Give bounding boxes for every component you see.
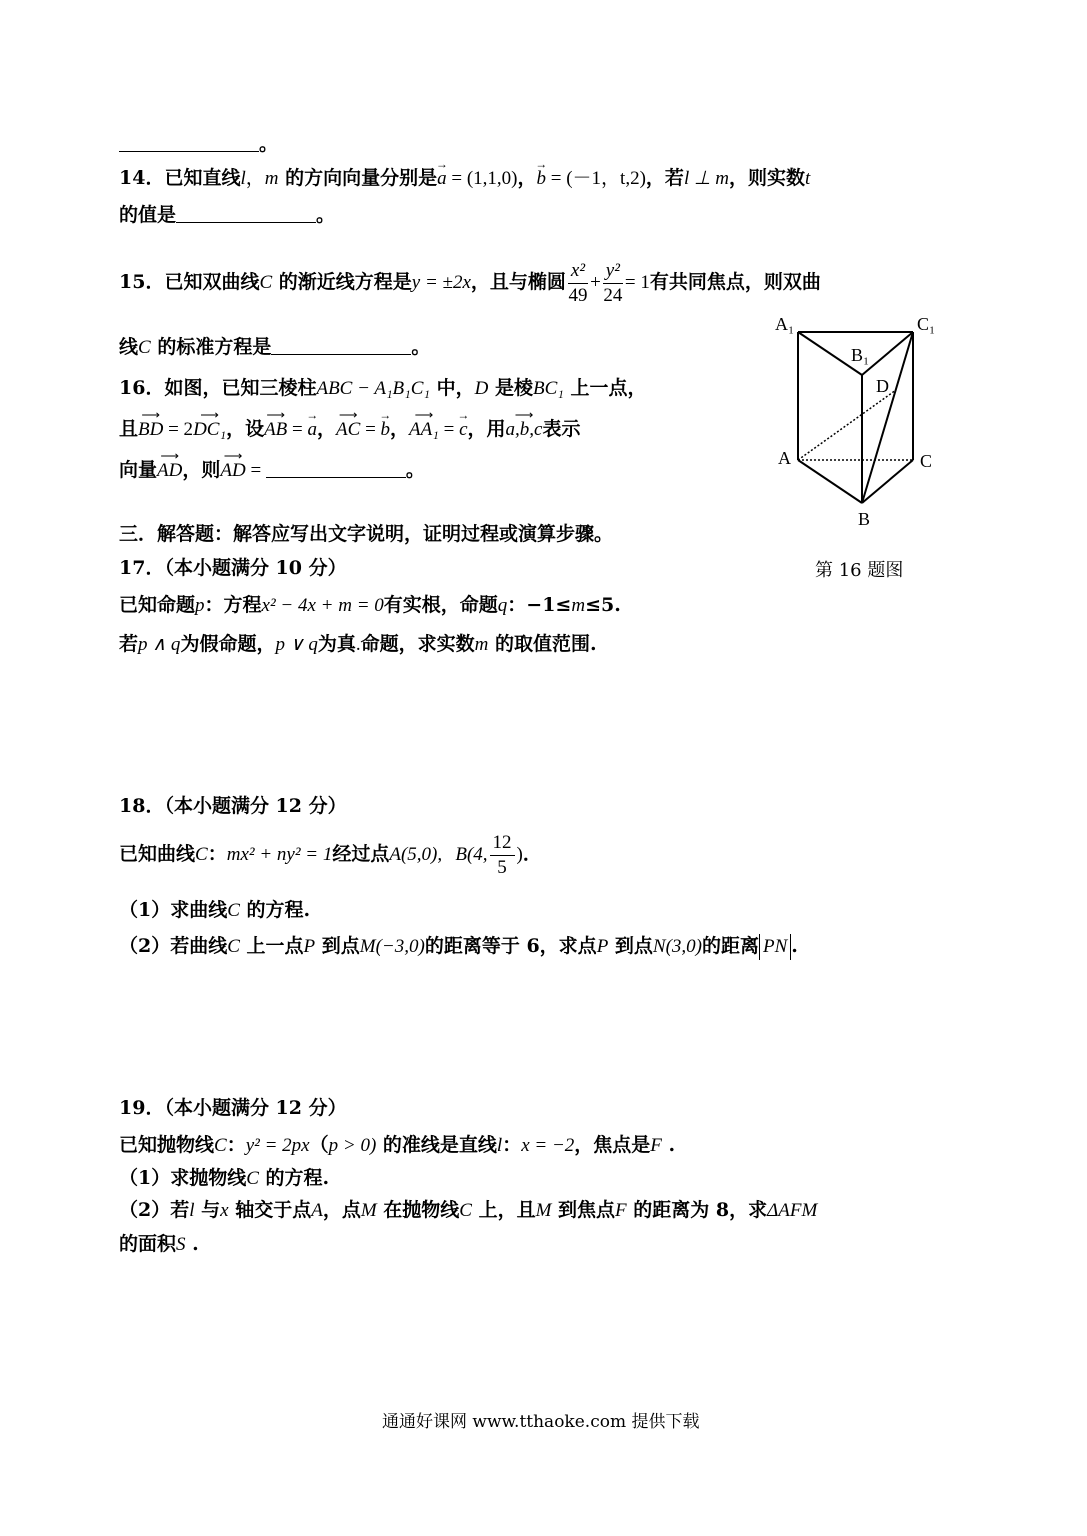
prism-figure — [770, 310, 970, 540]
label-B1: B₁ — [851, 345, 870, 365]
fraction-x2-49: $\frac{\text{x²}}{49}$ — [568, 259, 588, 306]
answer-blank — [176, 204, 316, 223]
label-C1: C₁ — [917, 314, 936, 334]
edge-B-C — [862, 460, 913, 503]
label-A: A — [778, 448, 791, 468]
label-A1: A₁ — [775, 314, 795, 334]
section-3-header: 三．解答题：解答应写出文字说明，证明过程或演算步骤。 — [119, 523, 614, 545]
segment-A-D — [798, 390, 896, 460]
question-19-line1: 已知抛物线C：y² = 2px（p > 0) 的准线是直线l：x = −2，焦点是F . — [119, 1134, 676, 1156]
question-18-title: 18．（本小题满分 12 分） — [119, 795, 347, 817]
label-C: C — [920, 451, 933, 471]
answer-blank — [266, 459, 406, 478]
question-17-line2: 若p ∧ q为假命题，p ∨ q为真.命题，求实数m 的取值范围. — [119, 633, 597, 655]
question-19-part1: （1）求抛物线C 的方程. — [119, 1167, 330, 1189]
question-18-part2: （2）若曲线C 上一点P 到点M(−3,0)的距离等于 6，求点P 到点N(3,0)的距离 PN . — [119, 934, 798, 960]
answer-blank — [119, 133, 259, 152]
question-16-line2: 且⟶ BD = 2⟶ DC₁，设⟶ AB = → a，⟶ AC = → b，⟶ AA₁ = → c，用⟶ a,b,c表示 — [119, 417, 581, 442]
question-19-part3: 的面积S . — [119, 1233, 199, 1255]
question-15-line1: 15．已知双曲线C 的渐近线方程是y = ±2x，且与椭圆 $\frac{\text{x²}}{49}$ + $\frac{\text{y²}}{24}$ = 1有共同焦点，则双曲 — [119, 259, 821, 306]
edge-B-C1 — [862, 332, 913, 503]
answer-blank — [271, 336, 411, 355]
q13-tail: 。 — [119, 132, 278, 156]
question-18-part1: （1）求曲线C 的方程. — [119, 899, 311, 921]
label-D: D — [876, 376, 889, 396]
fraction-12-5: $\frac{12}{5}$ — [490, 831, 515, 880]
question-16-line3: 向量⟶ AD，则⟶ AD = 。 — [119, 458, 425, 483]
page-footer: 通通好课网 www.tthaoke.com 提供下载 — [382, 1412, 700, 1432]
question-18-line1: 已知曲线C：mx² + ny² = 1经过点A(5,0), B(4, $\frac{12}{5}$ )． — [119, 831, 542, 878]
question-17-title: 17．（本小题满分 10 分） — [119, 557, 347, 579]
question-19-title: 19．（本小题满分 12 分） — [119, 1097, 347, 1119]
question-16-line1: 16．如图，已知三棱柱ABC − A₁B₁C₁ 中，D 是棱BC₁ 上一点， — [119, 377, 647, 399]
edge-B1-C1 — [862, 332, 913, 375]
question-17-line1: 已知命题p：方程x² − 4x + m = 0有实根，命题q：−1≤m≤5. — [119, 594, 621, 616]
edge-A-B — [798, 460, 862, 503]
question-14-line1: 14．已知直线l，m 的方向向量分别是→ a = (1,1,0)，→ b = (－1，t,2)，若l ⊥ m，则实数t — [119, 166, 810, 191]
label-B: B — [858, 509, 871, 529]
fraction-y2-24: $\frac{\text{y²}}{24}$ — [603, 259, 623, 306]
question-19-part2: （2）若l 与x 轴交于点A，点M 在抛物线C 上，且M 到焦点F 的距离为 8，求ΔAFM — [119, 1199, 818, 1221]
question-14-line2: 的值是 。 — [119, 204, 336, 226]
figure-caption: 第 16 题图 — [815, 560, 904, 581]
question-15-line2: 线C 的标准方程是 。 — [119, 336, 431, 358]
